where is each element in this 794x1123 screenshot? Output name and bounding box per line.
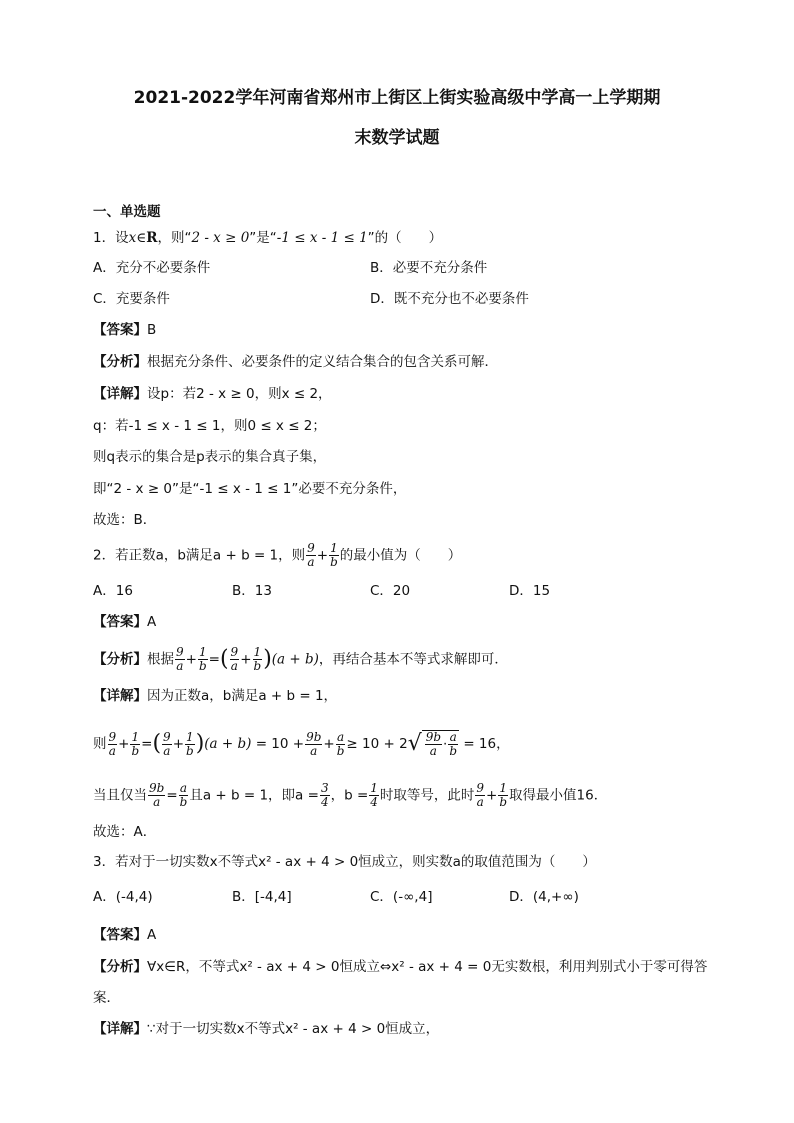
q1-detail-5: 故选：B． (93, 512, 157, 528)
q2-detail-2-mid2: ≥ 10 + 2 (346, 736, 408, 752)
q2-detail-2-suffix: = 16， (463, 736, 510, 752)
q2-analysis-prefix: 根据 (147, 651, 174, 668)
q1-condition-1: 2 - x ≥ 0 (191, 230, 250, 246)
q3-option-a: A．(-4,4) (93, 889, 153, 905)
q3-option-c: C．(-∞,4] (370, 889, 433, 905)
q3-analysis-1 (93, 957, 707, 977)
section-heading: 一、单选题 (93, 204, 161, 220)
q2-detail-text-1: 因为正数a，b满足a + b = 1， (147, 688, 338, 704)
q2-detail-2-mid: = 10 + (255, 736, 305, 752)
detail-tag: 【详解】 (93, 688, 147, 704)
q3-detail-text-1: ∵对于一切实数x不等式x² - ax + 4 > 0恒成立， (147, 1021, 440, 1037)
q2-analysis-suffix: ，再结合基本不等式求解即可． (318, 651, 508, 668)
q2-detail-2: 则 $\frac{9}{a}$ + $\frac{1}{b}$ =( $\frac{9}{a}$ + $\frac{1}{b}$ )(a + b) = 10 + $\frac{9b}{a}$ + $\frac{a}{b}$ ≥ 10 + 2√ $\frac{9b}{a}$ · $\frac{a}{b}$ = 16， (93, 729, 510, 758)
q2-stem-suffix: 的最小值为（ ） (339, 547, 462, 564)
q2-stem: 2．若正数a，b满足a + b = 1，则 $\frac{9}{a}$ + $\frac{1}{b}$ 的最小值为（ ） (93, 541, 462, 569)
q3-answer-value: A (147, 927, 157, 943)
q1-option-c: C．充要条件 (93, 291, 170, 307)
q3-answer (93, 925, 156, 945)
q2-detail-3-d: 时取等号，此时 (379, 787, 475, 804)
q2-answer-value: A (147, 614, 157, 630)
q1-analysis (93, 352, 498, 372)
detail-tag: 【详解】 (93, 386, 147, 402)
q3-stem: 3．若对于一切实数x不等式x² - ax + 4 > 0恒成立，则实数a的取值范围为（ ） (93, 854, 596, 870)
q2-detail-2-prefix: 则 (93, 736, 107, 752)
answer-tag: 【答案】 (93, 322, 147, 338)
q1-answer-value: B (147, 322, 157, 338)
q2-detail-1 (93, 686, 337, 706)
q3-analysis-2: 案． (93, 990, 120, 1006)
q1-stem-mid2: ”是“ (249, 230, 277, 246)
q1-analysis-text: 根据充分条件、必要条件的定义结合集合的包含关系可解． (147, 354, 498, 370)
q1-option-d: D．既不充分也不必要条件 (370, 291, 529, 307)
q2-analysis: 【分析】根据 $\frac{9}{a}$ + $\frac{1}{b}$ =( $\frac{9}{a}$ + $\frac{1}{b}$ )(a + b)，再结合基本不等式求解即可． (93, 645, 508, 673)
title-line-2: 末数学试题 (354, 128, 440, 148)
fraction: $\frac{9}{a}$ (307, 541, 315, 569)
answer-tag: 【答案】 (93, 614, 147, 630)
q1-detail-2: q：若-1 ≤ x - 1 ≤ 1，则0 ≤ x ≤ 2； (93, 418, 326, 434)
detail-tag: 【详解】 (93, 1021, 147, 1037)
q2-option-c: C．20 (370, 583, 411, 599)
q3-analysis-text-1: ∀x∈R，不等式x² - ax + 4 > 0恒成立⇔x² - ax + 4 = 0无实数根，利用判别式小于零可得答 (147, 959, 708, 975)
q1-condition-2: -1 ≤ x - 1 ≤ 1 (276, 230, 368, 246)
q1-detail-4: 即“2 - x ≥ 0”是“-1 ≤ x - 1 ≤ 1”必要不充分条件， (93, 481, 407, 497)
q1-answer (93, 320, 156, 340)
q2-detail-3-c: ，b = (330, 787, 369, 804)
q1-stem-prefix: 1．设 (93, 230, 129, 246)
analysis-tag: 【分析】 (93, 354, 147, 370)
q2-stem-prefix: 2．若正数a，b满足a + b = 1，则 (93, 547, 306, 564)
q2-option-a: A．16 (93, 583, 133, 599)
q2-option-b: B．13 (232, 583, 272, 599)
q2-detail-3-b: 且a + b = 1，即a = (189, 787, 319, 804)
q1-stem: 1．设x∈R，则“2 - x ≥ 0”是“-1 ≤ x - 1 ≤ 1”的（ ） (93, 230, 443, 246)
q2-detail-3: 当且仅当 $\frac{9b}{a}$ = $\frac{a}{b}$ 且a + b = 1，即a = $\frac{3}{4}$ ，b = $\frac{1}{4}$ 时取等号，此时 $\frac{9}{a}$ + $\frac{1}{b}$ 取得最小值16． (93, 781, 608, 809)
q1-detail-1 (93, 384, 332, 404)
fraction: $\frac{1}{b}$ (330, 541, 338, 569)
q1-detail-text-1: 设p：若2 - x ≥ 0，则x ≤ 2， (147, 386, 332, 402)
analysis-tag: 【分析】 (93, 651, 147, 668)
q1-stem-suffix: ”的（ ） (367, 230, 443, 246)
q3-detail-1 (93, 1019, 439, 1039)
q3-option-d: D．(4,+∞) (509, 889, 579, 905)
answer-tag: 【答案】 (93, 927, 147, 943)
q1-detail-3: 则q表示的集合是p表示的集合真子集， (93, 449, 327, 465)
q1-stem-mid: ，则“ (157, 230, 192, 246)
q2-detail-3-a: 当且仅当 (93, 787, 147, 804)
q2-detail-4: 故选：A． (93, 824, 157, 840)
q2-detail-3-e: 取得最小值16． (509, 787, 608, 804)
title-line-1: 2021-2022学年河南省郑州市上街区上街实验高级中学高一上学期期 (133, 88, 661, 108)
q2-answer (93, 612, 156, 632)
q3-option-b: B．[-4,4] (232, 889, 292, 905)
q1-option-b: B．必要不充分条件 (370, 260, 488, 276)
analysis-tag: 【分析】 (93, 959, 147, 975)
q2-option-d: D．15 (509, 583, 551, 599)
q1-option-a: A．充分不必要条件 (93, 260, 211, 276)
